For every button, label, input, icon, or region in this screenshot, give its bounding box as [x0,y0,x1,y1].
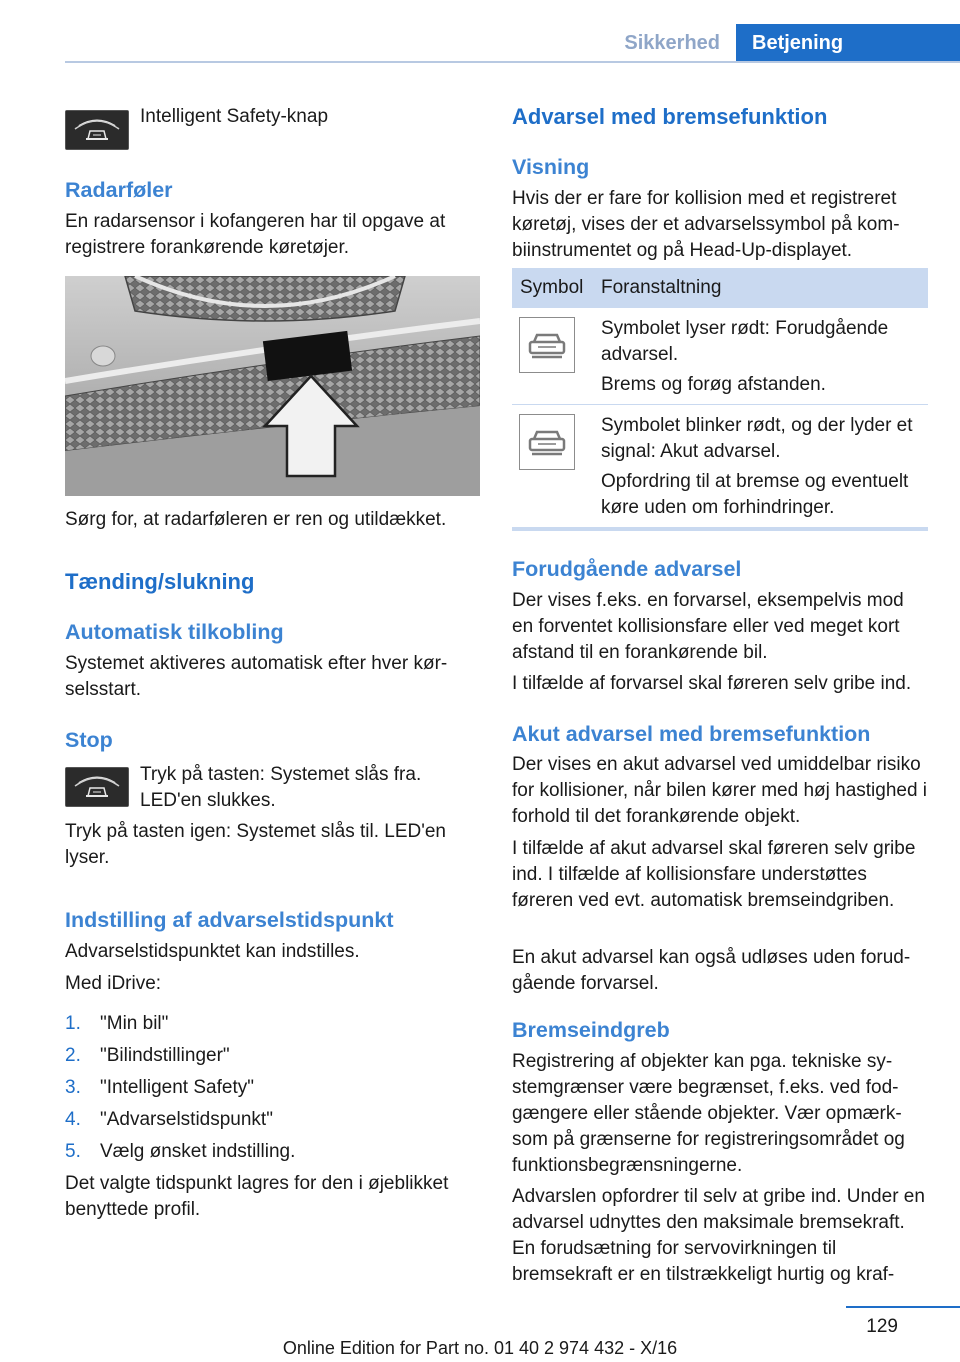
ignition-heading: Tænding/slukning [65,569,255,594]
intelligent-safety-button-icon [65,110,129,150]
radar-text: En radarsensor i kofangeren har til opgave at registrere forankørende køretøjer. [65,211,446,258]
table-row-1-line1: Symbolet lyser rødt: Forudgående advarsel. [601,318,889,365]
display-heading: Visning [512,155,590,179]
radar-heading: Radarføler [65,178,173,202]
step-number: 2. [65,1045,81,1066]
stop-heading: Stop [65,728,113,752]
button-caption: Intelligent Safety-knap [140,106,329,127]
stop-text: Tryk på tasten igen: Systemet slås til. LED'en lyser. [65,821,446,868]
step-text: "Min bil" [100,1013,169,1034]
acute-text-1: Der vises en akut advarsel ved umiddelbar risiko for kollisioner, når bilen kører med høj hastighed i forhold til det forankørende objekt. [512,754,928,827]
col-symbol: Symbol [520,277,584,298]
final-text: Det valgte tidspunkt lagres for den i øjeblikket benyttede profil. [65,1173,449,1220]
step-text: "Advarselstidspunkt" [100,1109,273,1130]
photo-caption: Sørg for, at radarføleren er ren og utildækket. [65,509,447,530]
step-number: 3. [65,1077,81,1098]
table-bottom-border [512,527,928,531]
step-number: 4. [65,1109,81,1130]
radar-sensor-photo [65,276,480,496]
step-number: 1. [65,1013,81,1034]
intelligent-safety-button-icon [65,767,129,807]
brake-text-1: Registrering af objekter kan pga. tekniske systemgrænser være begrænset, f.eks. ved fodgængere eller stående objekter. Vær opmærksom på grænserne for registreringsområdet og funktionsbegrænsningerne. [512,1051,905,1176]
step-text: "Bilindstillinger" [100,1045,230,1066]
brake-text-2: Advarslen opfordrer til selv at gribe ind. Under en advarsel udnyttes den maksimale bremsekraft. En forudsætning for servovirkningen til bremsekraft er en tilstrækkeligt hurtig og kraf- [512,1186,925,1285]
table-header [512,268,928,308]
step-text: "Intelligent Safety" [100,1077,254,1098]
pre-text-2: I tilfælde af forvarsel skal føreren selv gribe ind. [512,673,912,694]
step-number: 5. [65,1141,81,1162]
setting-heading: Indstilling af advarselstidspunkt [65,908,394,932]
tab-sikkerhed[interactable]: Sikkerhed [624,32,720,54]
table-row-1-line2: Brems og forøg afstanden. [601,374,826,395]
header-divider [65,61,960,63]
acute-text-3: En akut advarsel kan også udløses uden forudgående forvarsel. [512,947,911,994]
acute-heading: Akut advarsel med bremsefunktion [512,722,871,746]
tab-betjening[interactable]: Betjening [736,24,960,62]
brake-heading: Bremseindgreb [512,1018,670,1042]
edition-footer: Online Edition for Part no. 01 40 2 974 432 - X/16 [282,1338,678,1358]
pre-text-1: Der vises f.eks. en forvarsel, eksempelvis mod en forventet kollisionsfare eller ved meget kort afstand til en forankørende bil. [512,590,904,663]
col-action: Foranstaltning [601,277,722,298]
table-row-2-line2: Opfordring til at bremse og eventuelt køre uden om forhindringer. [601,471,909,518]
auto-text: Systemet aktiveres automatisk efter hver kørselsstart. [65,653,448,700]
step-text: Vælg ønsket indstilling. [100,1141,296,1162]
table-row-2-line1: Symbolet blinker rødt, og der lyder et signal: Akut advarsel. [601,415,913,462]
setting-text-1: Advarselstidspunktet kan indstilles. [65,941,360,962]
car-warning-icon [519,317,575,373]
setting-text-2: Med iDrive: [65,973,162,994]
acute-text-2: I tilfælde af akut advarsel skal føreren selv gribe ind. I tilfælde af kollisionsfare understøttes føreren ved evt. automatisk bremseindgriben. [512,838,916,911]
warn-heading: Advarsel med bremsefunktion [512,104,828,129]
display-text: Hvis der er fare for kollision med et registreret køretøj, vises der et advarselssymbol på kombiinstrumentet og på Head-Up-displayet. [512,188,900,261]
pre-heading: Forudgående advarsel [512,557,742,581]
footer-divider [846,1306,960,1308]
auto-heading: Automatisk tilkobling [65,620,284,644]
car-warning-icon [519,414,575,470]
table-row-divider [512,404,928,405]
page-number: 129 [866,1316,898,1337]
stop-caption: Tryk på tasten: Systemet slås fra. LED'en slukkes. [140,764,422,811]
